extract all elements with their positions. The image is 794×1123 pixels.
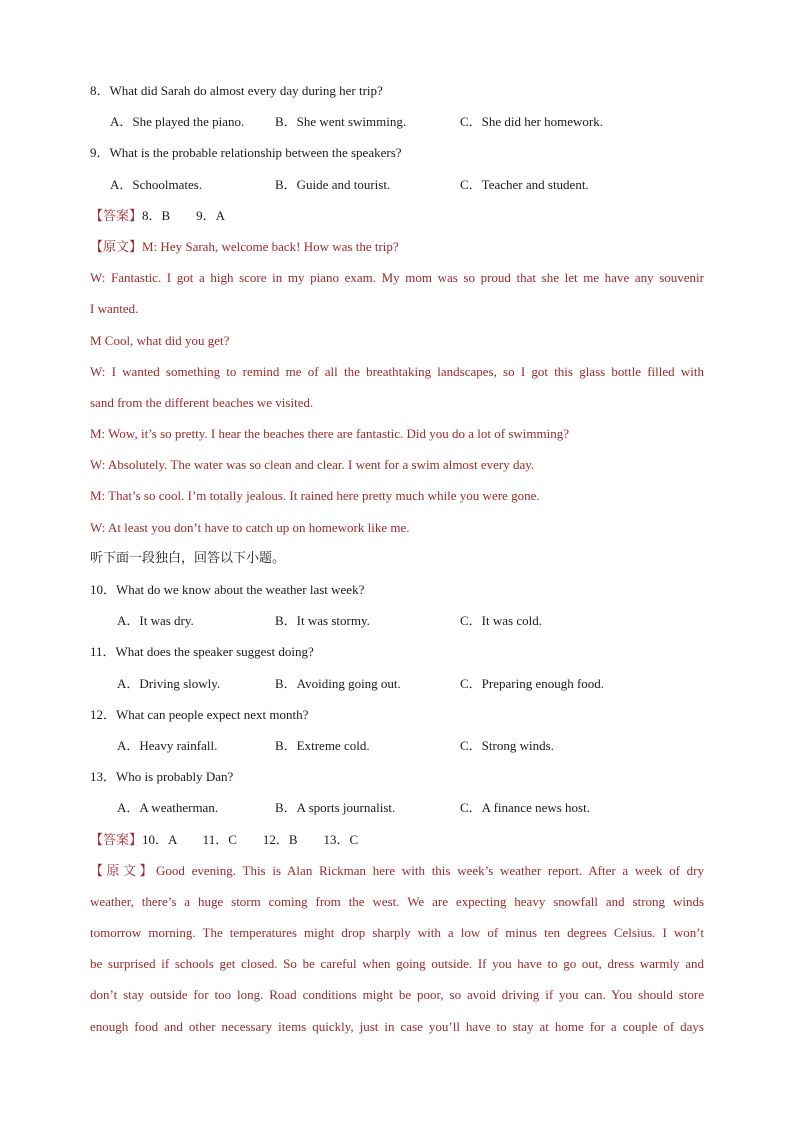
transcript-1-line-6: M: Wow, it’s so pretty. I hear the beaches there are fantastic. Did you do a lot of swimming?: [90, 426, 569, 442]
transcript-1-line-9: W: At least you don’t have to catch up on homework like me.: [90, 519, 410, 535]
transcript-2-line-1: weather, there’s a huge storm coming from the west. We are expecting heavy snowfall and strong winds: [90, 893, 704, 909]
option-13b: B．A sports journalist.: [275, 800, 396, 816]
transcript-1-line-0: 【原文】M: Hey Sarah, welcome back! How was the trip?: [90, 238, 399, 255]
question-13: 13．Who is probably Dan?: [90, 769, 234, 785]
document-page: [90, 80, 704, 1047]
option-13a: A．A weatherman.: [117, 800, 219, 816]
options-8: [90, 111, 704, 142]
options-12: [90, 735, 704, 766]
transcript-1-line-7: W: Absolutely. The water was so clean and clear. I went for a swim almost every day.: [90, 457, 535, 473]
transcript-2-line-2: tomorrow morning. The temperatures might drop sharply with a low of minus ten degrees Celsius. I won’t: [90, 925, 704, 941]
answer-key-1: [90, 205, 704, 236]
transcript-1-line-8: M: That’s so cool. I’m totally jealous. It rained here pretty much while you were gone.: [90, 488, 540, 504]
answer-tag: 【答案】: [90, 832, 143, 848]
question-9: 9．What is the probable relationship between the speakers?: [90, 145, 402, 161]
option-13c: C．A finance news host.: [460, 800, 590, 816]
question-10: 10．What do we know about the weather last week?: [90, 582, 365, 597]
transcript-tag: 【原文】: [90, 863, 156, 879]
question-8: 8．What did Sarah do almost every day during her trip?: [90, 83, 383, 98]
answer-key-2: [90, 829, 704, 860]
transcript-2-line-3: be surprised if schools get closed. So be careful when going outside. If you have to go out, dress warmly and: [90, 956, 704, 972]
transcript-tag: 【原文】: [90, 239, 143, 255]
option-8c: C．She did her homework.: [460, 114, 603, 130]
question-12: 12．What can people expect next month?: [90, 706, 309, 722]
option-9c: C．Teacher and student.: [460, 176, 589, 192]
option-10b: B．It was stormy.: [275, 613, 370, 629]
options-10: [90, 610, 704, 641]
transcript-2-line-4: don’t stay outside for too long. Road conditions might be poor, so avoid driving if you can. You should store: [90, 987, 704, 1003]
answer-text: 10．A 11．C 12．B 13．C: [142, 831, 359, 847]
transcript-1-line-3: M Cool, what did you get?: [90, 332, 230, 348]
answer-text: 8．B 9．A: [142, 207, 226, 223]
transcript-1-line-2: I wanted.: [90, 301, 139, 317]
option-12b: B．Extreme cold.: [275, 737, 370, 753]
option-11c: C．Preparing enough food.: [460, 675, 605, 691]
transcript-1-line-1: W: Fantastic. I got a high score in my piano exam. My mom was so proud that she let me have any souvenir: [90, 270, 704, 286]
option-8a: A．She played the piano.: [110, 114, 245, 130]
answer-tag: 【答案】: [90, 208, 143, 224]
options-13: [90, 797, 704, 828]
options-11: [90, 673, 704, 704]
option-12c: C．Strong winds.: [460, 737, 554, 753]
option-8b: B．She went swimming.: [275, 114, 407, 130]
option-10c: C．It was cold.: [460, 613, 542, 629]
transcript-2-line-5: enough food and other necessary items quickly, just in case you’ll have to stay at home for a couple of days: [90, 1018, 704, 1034]
option-9b: B．Guide and tourist.: [275, 176, 391, 192]
option-11b: B．Avoiding going out.: [275, 675, 401, 691]
options-9: [90, 174, 704, 205]
option-9a: A．Schoolmates.: [110, 176, 203, 192]
question-11: 11．What does the speaker suggest doing?: [90, 644, 314, 660]
transcript-1-line-4: W: I wanted something to remind me of all the breathtaking landscapes, so I got this glass bottle filled with: [90, 363, 704, 379]
option-12a: A．Heavy rainfall.: [117, 737, 218, 753]
transcript-1-line-5: sand from the different beaches we visited.: [90, 394, 314, 410]
transcript-2-line-0: 【原文】Good evening. This is Alan Rickman here with this week’s weather report. After a week of dry: [90, 862, 704, 879]
option-11a: A．Driving slowly.: [117, 675, 221, 691]
section-heading: 听下面一段独白，回答以下小题。: [90, 550, 286, 566]
option-10a: A．It was dry.: [117, 613, 194, 629]
